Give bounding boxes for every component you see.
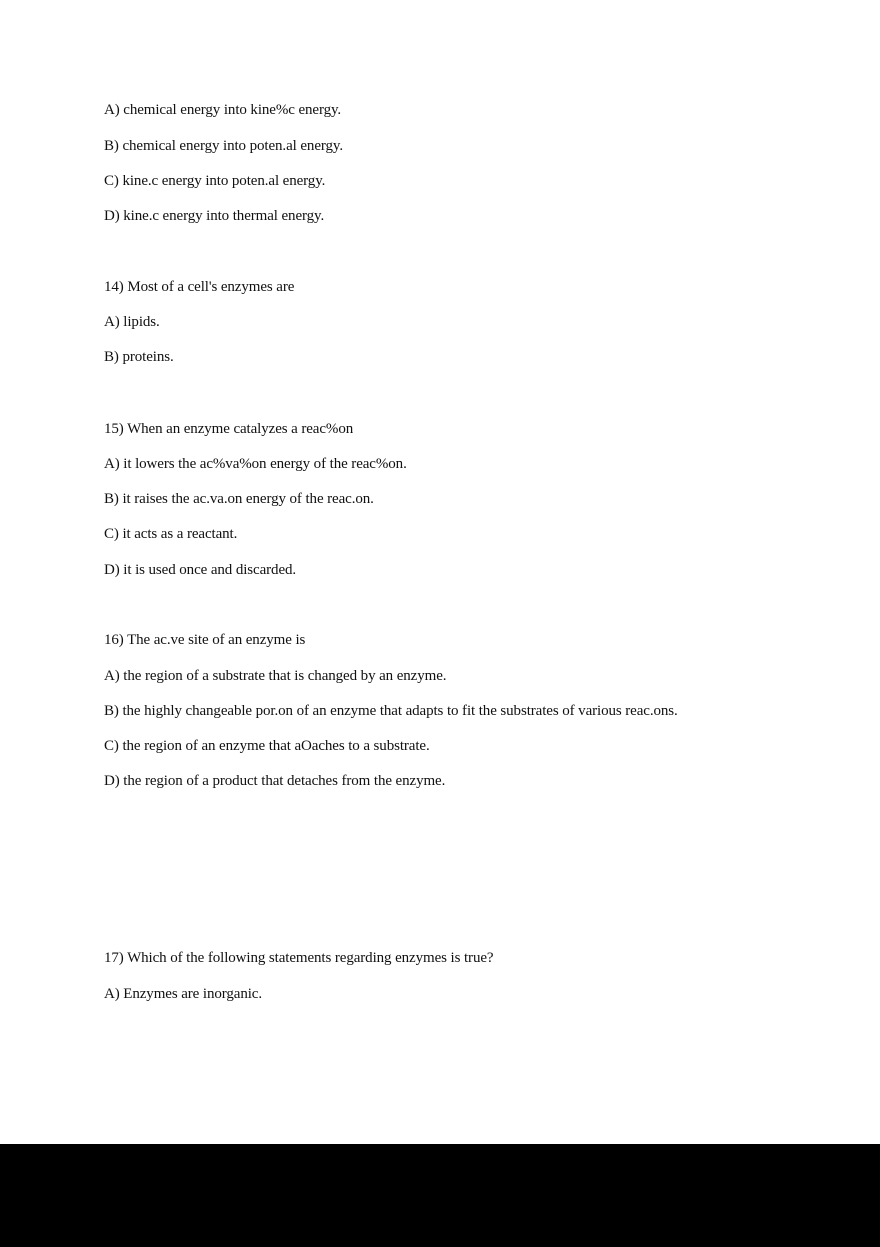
option-16-a: A) the region of a substrate that is changed by an enzyme. [104,668,447,684]
option-15-b: B) it raises the ac.va.on energy of the reac.on. [104,491,374,507]
option-16-c: C) the region of an enzyme that aOaches to a substrate. [104,738,430,754]
option-15-c: C) it acts as a reactant. [104,526,238,542]
option-13-c: C) kine.c energy into poten.al energy. [104,173,326,189]
question-14-prompt: 14) Most of a cell's enzymes are [104,279,295,295]
option-15-d: D) it is used once and discarded. [104,562,297,578]
option-13-d: D) kine.c energy into thermal energy. [104,208,325,224]
option-17-a: A) Enzymes are inorganic. [104,986,262,1002]
question-17-prompt: 17) Which of the following statements regarding enzymes is true? [104,950,494,966]
option-13-a: A) chemical energy into kine%c energy. [104,102,342,118]
option-16-b: B) the highly changeable por.on of an enzyme that adapts to fit the substrates of various reac.ons. [104,703,678,719]
bottom-black-bar [0,1144,880,1247]
option-14-b: B) proteins. [104,349,174,365]
question-16-prompt: 16) The ac.ve site of an enzyme is [104,632,306,648]
option-14-a: A) lipids. [104,314,160,330]
option-15-a: A) it lowers the ac%va%on energy of the reac%on. [104,456,407,472]
question-15-prompt: 15) When an enzyme catalyzes a reac%on [104,421,354,437]
option-13-b: B) chemical energy into poten.al energy. [104,138,343,154]
option-16-d: D) the region of a product that detaches from the enzyme. [104,773,446,789]
